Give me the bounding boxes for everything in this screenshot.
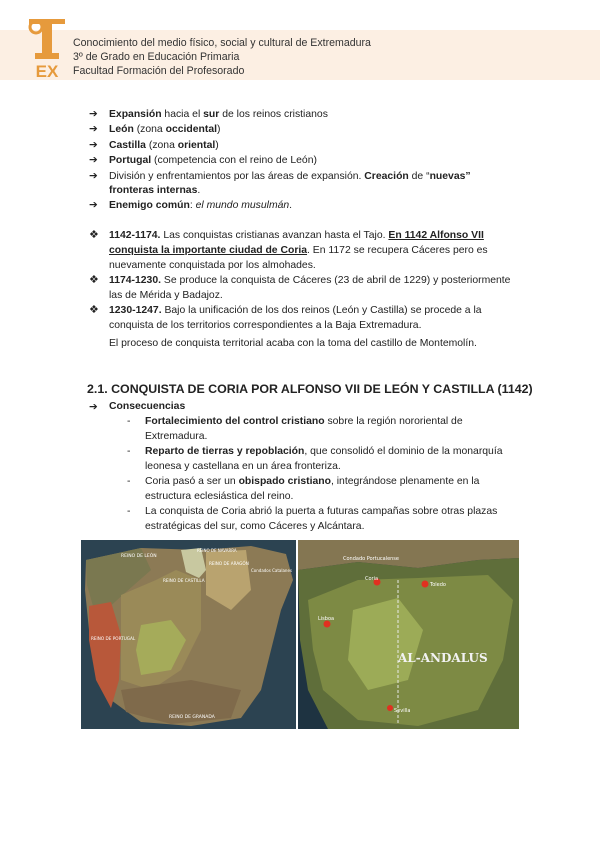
arrow-bullet-icon: ➔ [89, 109, 98, 120]
list-item: ❖ 1230-1247. Bajo la unificación de los dos reinos (León y Castilla) se procede a la conquista de los territorios correspondientes a la Baja Extremadura. [89, 304, 482, 331]
arrow-bullet-icon: ➔ [89, 124, 98, 136]
arrow-list [89, 108, 529, 215]
chronology-list [89, 228, 519, 333]
list-item: - Coria pasó a ser un obispado cristiano, integrándose plenamente en la estructura eclesiástica del reino. [127, 476, 480, 502]
map-label: REINO DE CASTILLA [163, 578, 205, 583]
list-item: ➔ División y enfrentamientos por las áreas de expansión. Creación de “nuevas” fronteras internas. [89, 170, 529, 199]
section-title: 2.1. CONQUISTA DE CORIA POR ALFONSO VII DE LEÓN Y CASTILLA (1142) [87, 382, 533, 396]
list-item: ➔ Portugal (competencia con el reino de León) [89, 154, 529, 168]
iberian-kingdoms-map [81, 540, 296, 729]
map-label: Condados Catalanes [251, 568, 293, 573]
map-label: Sevilla [394, 708, 411, 714]
map-label: Lisboa [318, 616, 335, 622]
university-logo [27, 17, 67, 79]
diamond-bullet-icon: ❖ [89, 274, 99, 286]
logo-text: EX [35, 62, 59, 79]
list-item: ➔ Enemigo común: el mundo musulmán. [89, 199, 529, 213]
consequences-list [127, 414, 527, 534]
map-label: REINO DE LEÓN [121, 554, 157, 559]
course-title: Conocimiento del medio físico, social y cultural de Extremadura [73, 37, 371, 49]
list-item: ➔ León (zona occidental) [89, 123, 529, 137]
list-item: - Fortalecimiento del control cristiano sobre la región nororiental de Extremadura. [127, 416, 463, 442]
consequences-heading: ➔ Consecuencias [89, 401, 186, 413]
faculty-line: Facultad Formación del Profesorado [73, 65, 245, 77]
map-label: Coria [365, 576, 379, 582]
list-item: ❖ 1174-1230. Se produce la conquista de Cáceres (23 de abril de 1229) y posteriormente las de Mérida y Badajoz. [89, 274, 511, 301]
list-item: ❖ 1142-1174. Las conquistas cristianas avanzan hasta el Tajo. En 1142 Alfonso VII conquista la importante ciudad de Coria. En 1172 se recupera Cáceres pero es nuevamente conquistada por los almohades. [89, 229, 488, 271]
list-item: - La conquista de Coria abrió la puerta a futuras campañas sobre otras plazas estratégicas del sur, como Cáceres y Alcántara. [127, 506, 498, 532]
arrow-bullet-icon: ➔ [89, 402, 98, 413]
degree-line: 3º de Grado en Educación Primaria [73, 51, 240, 63]
arrow-bullet-icon: ➔ [89, 170, 98, 182]
diamond-bullet-icon: ❖ [89, 304, 99, 316]
al-andalus-frontier-map [298, 540, 519, 729]
arrow-bullet-icon: ➔ [89, 155, 98, 167]
list-item: - Reparto de tierras y repoblación, que consolidó el dominio de la monarquía leonesa y castellana en un área fronteriza. [127, 446, 503, 472]
list-item: ➔ Castilla (zona oriental) [89, 139, 529, 153]
closing-line: El proceso de conquista territorial acaba con la toma del castillo de Montemolín. [109, 338, 477, 349]
list-item: ➔ Expansión hacia el sur de los reinos cristianos [89, 108, 529, 122]
header-text [73, 36, 371, 78]
arrow-bullet-icon: ➔ [89, 139, 98, 151]
map-label: REINO DE PORTUGAL [91, 636, 136, 641]
arrow-bullet-icon: ➔ [89, 200, 98, 212]
diamond-bullet-icon: ❖ [89, 229, 99, 241]
map-label: Toledo [430, 582, 446, 588]
map-label: REINO DE ARAGÓN [209, 561, 249, 566]
map-title: AL-ANDALUS [398, 651, 488, 665]
map-label: Condado Portucalense [343, 556, 399, 562]
map-label: REINO DE NAVARRA [197, 548, 237, 553]
map-label: REINO DE GRANADA [169, 715, 215, 720]
